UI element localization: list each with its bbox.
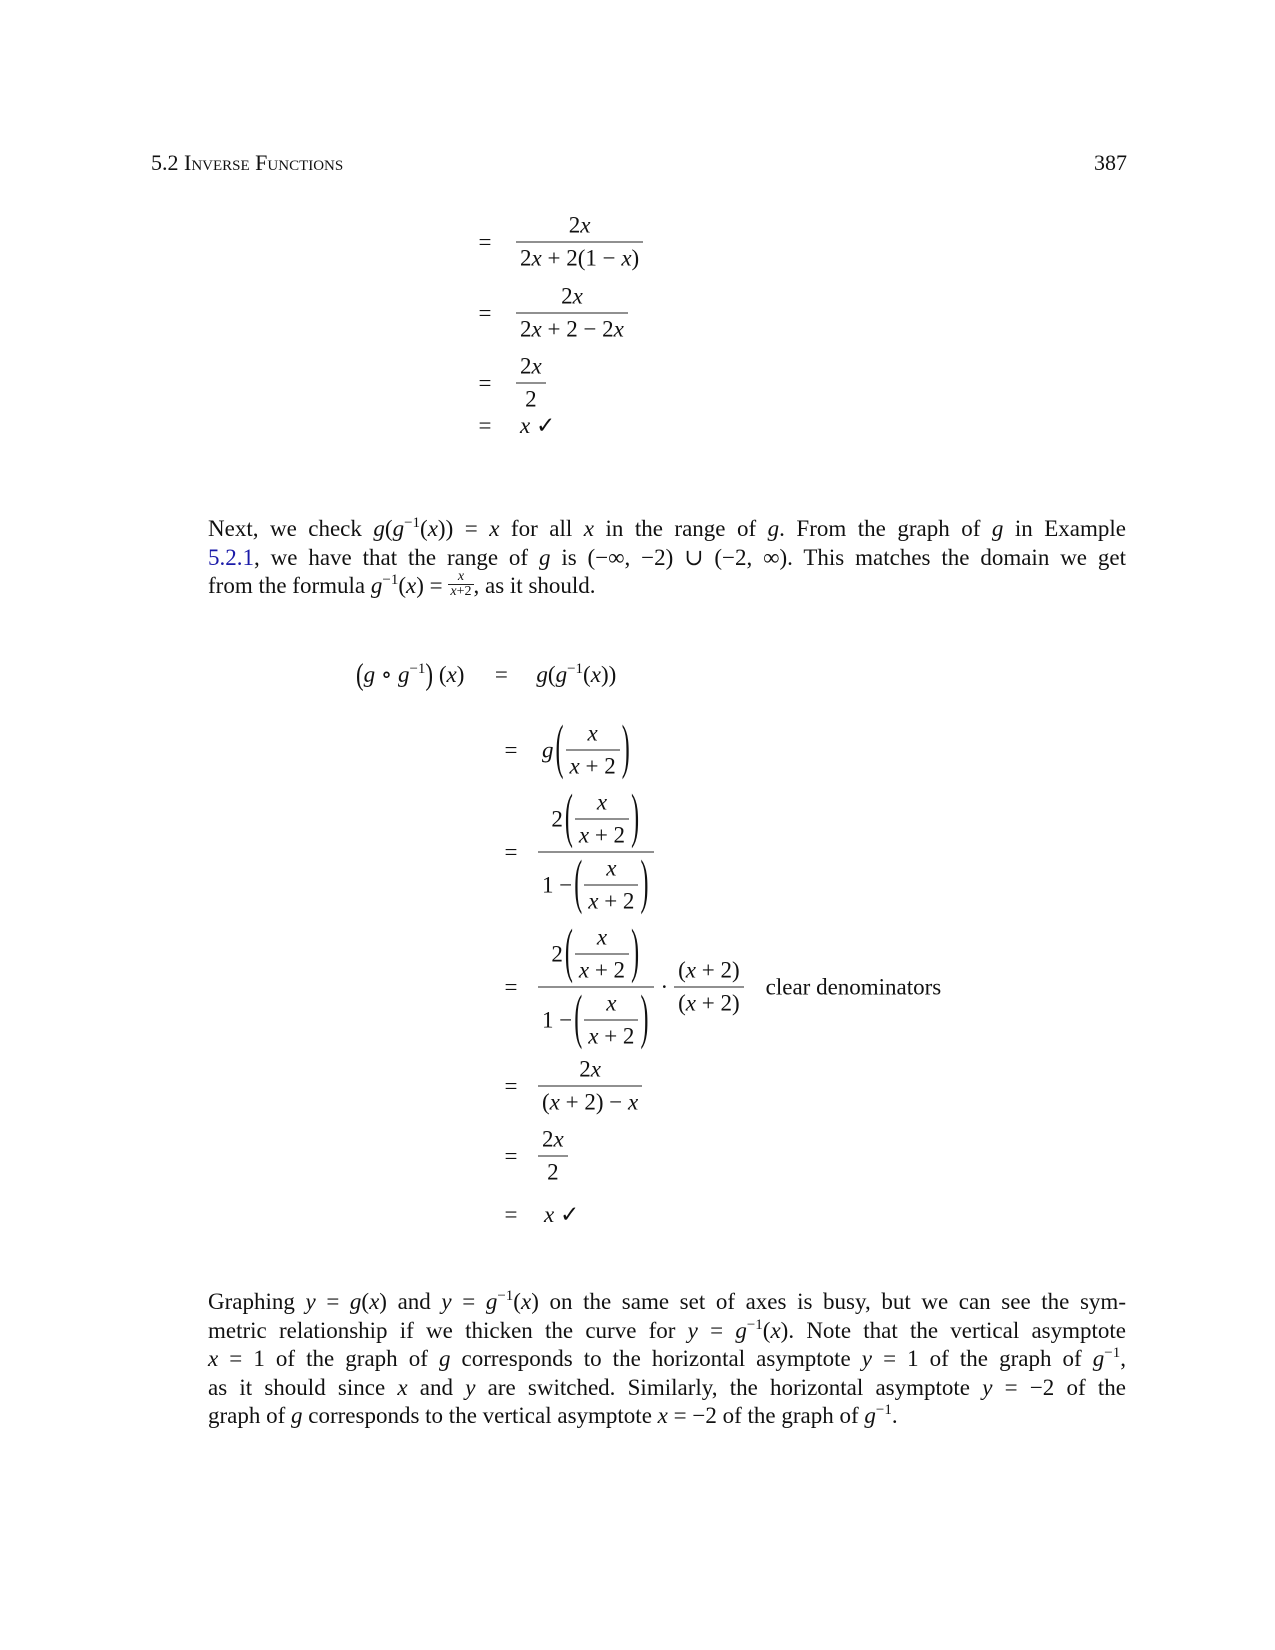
text-line: Graphing y = g(x) and $y = g^{-1}(x)$ on the same set of axes is busy, but we can see the sym- — [208, 1288, 1126, 1314]
compound-fraction — [538, 785, 654, 917]
equals-sign: = — [504, 974, 518, 999]
fraction — [538, 1057, 642, 1116]
denominator: (x + 2) — [674, 987, 744, 1017]
numerator: 2x — [561, 283, 583, 309]
inline-fraction: $\frac{x}{x+2}$ — [450, 569, 472, 600]
denominator: 1 − ( $\frac{x}{x + 2}$ ) — [538, 852, 654, 915]
numerator: 2x — [568, 212, 591, 238]
denominator: x + 2 — [584, 885, 638, 915]
running-header-section: 5.2 Inverse Functions — [151, 150, 344, 175]
lhs-g: g — [363, 662, 376, 687]
derivation-step — [472, 213, 643, 272]
derivation-step — [498, 920, 942, 1052]
numerator: 2x — [520, 353, 542, 379]
annotation: clear denominators — [765, 974, 942, 999]
coef: 2 — [551, 806, 563, 831]
equals-sign: = — [504, 1073, 518, 1098]
text-line: metric relationship if we thicken the curve for $y = g^{-1}(x)$. Note that the vertical asymptote — [208, 1316, 1126, 1343]
text-line: graph of g corresponds to the vertical asymptote x = −2 of the graph of $g^{-1}$. — [208, 1402, 898, 1428]
text-line: 5.2.1, we have that the range of g is (−∞, −2) ∪ (−2, ∞). This matches the domain we get — [208, 544, 1126, 570]
numerator: 2 ( $\frac{x}{x + 2}$ ) — [551, 920, 640, 986]
equals-sign: = — [478, 370, 492, 395]
paragraph-graph-symmetry — [208, 1288, 1126, 1431]
denominator: 2x + 2 − 2x — [516, 313, 628, 343]
fraction — [516, 354, 546, 413]
equals-sign: = — [478, 300, 492, 325]
derivation-step — [498, 785, 654, 917]
derivation-step — [472, 284, 628, 343]
page-number: 387 — [1094, 150, 1127, 175]
result: x — [544, 1202, 555, 1227]
checkmark-icon: ✓ — [559, 1202, 580, 1227]
numerator: 2x — [579, 1056, 601, 1082]
paragraph-range-check — [208, 515, 1126, 602]
equals-sign: = — [504, 1143, 518, 1168]
checkmark-icon: ✓ — [535, 413, 556, 438]
equals-sign: = — [478, 229, 492, 254]
lhs-compose: ∘ $g^{-1}$ — [375, 661, 426, 687]
numerator: 2x — [542, 1126, 564, 1152]
derivation-step — [498, 1057, 642, 1116]
denominator: 2x + 2(1 − x) — [516, 242, 643, 272]
coef: 2 — [551, 941, 563, 966]
text-line: Next, we check $g(g^{-1}(x)) = x$ for all x in the range of g. From the graph of g in Example — [208, 515, 1127, 541]
denominator: x + 2 — [575, 819, 629, 849]
denominator: 2 — [538, 1156, 568, 1186]
one-minus: 1 − — [542, 1007, 573, 1032]
derivation-step: = g ( $\frac{x}{x + 2}$ ) — [498, 721, 632, 780]
lhs-arg: (x) — [438, 662, 465, 687]
text-line: as it should since x and y are switched. Similarly, the horizontal asymptote y = −2 of the — [208, 1374, 1126, 1400]
expression: $g(g^{-1}(x))$ — [536, 661, 617, 687]
example-link[interactable]: 5.2.1 — [208, 544, 254, 570]
derivation-step — [498, 1202, 579, 1228]
equals-sign: = — [478, 413, 492, 438]
text-line: x = 1 of the graph of g corresponds to the horizontal asymptote y = 1 of the graph of $g^{-1}$, — [208, 1345, 1126, 1371]
denominator: x + 2 — [575, 954, 629, 984]
fraction — [674, 958, 744, 1017]
fraction — [516, 284, 628, 343]
derivation-step — [472, 413, 555, 439]
derivation-step — [472, 354, 546, 413]
numerator: 2 ( $\frac{x}{x + 2}$ ) — [551, 785, 640, 851]
fraction — [566, 721, 620, 780]
denominator: 2 — [516, 383, 546, 413]
denominator: (x + 2) − x — [538, 1086, 642, 1116]
fraction — [538, 1127, 568, 1186]
denominator: 1 − ( $\frac{x}{x + 2}$ ) — [538, 987, 654, 1050]
multiply-dot: · — [660, 974, 669, 999]
compound-fraction — [538, 920, 654, 1052]
lhs: (g ∘ $g^{-1}$) (x) — [356, 657, 465, 692]
equals-sign: = — [504, 1202, 518, 1227]
one-minus: 1 − — [542, 872, 573, 897]
equals-sign: = — [504, 839, 518, 864]
derivation-step — [356, 657, 617, 692]
numerator: x — [606, 990, 617, 1016]
numerator: x — [587, 720, 598, 746]
numerator: x — [596, 789, 608, 815]
result: x — [520, 413, 531, 438]
numerator: x — [596, 924, 608, 950]
fraction — [516, 213, 643, 272]
numerator: x — [606, 855, 617, 881]
function-g: g — [542, 737, 554, 762]
denominator: x + 2 — [566, 750, 620, 780]
numerator: (x + 2) — [678, 957, 740, 983]
equals-sign: = — [504, 737, 518, 762]
text-line: from the formula $g^{-1}(x)$ = $\frac{x}{x+2}$ , as it should. — [208, 569, 596, 600]
denominator: x + 2 — [584, 1020, 638, 1050]
derivation-step — [498, 1127, 568, 1186]
equals-sign: = — [494, 662, 508, 687]
